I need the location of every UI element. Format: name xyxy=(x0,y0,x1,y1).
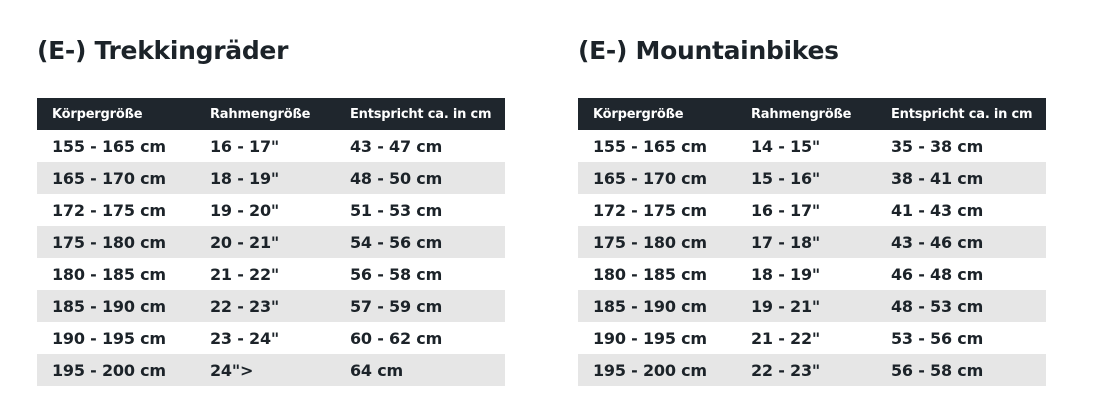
cell-frame-size: 18 - 19" xyxy=(751,264,821,284)
cell-body-height: 185 - 190 cm xyxy=(37,290,195,322)
cell-frame-size: 14 - 15" xyxy=(751,136,821,156)
header-frame-size: Rahmengröße xyxy=(736,98,876,130)
table-row xyxy=(578,258,1046,290)
cell-frame-size-cm: 51 - 53 cm xyxy=(350,200,443,220)
cell-body-height: 185 - 190 cm xyxy=(578,290,736,322)
cell-body-height: 165 - 170 cm xyxy=(37,162,195,194)
cell-body-height: 190 - 195 cm xyxy=(593,328,707,348)
mountainbike-title: (E-) Mountainbikes xyxy=(578,36,839,65)
table-row xyxy=(37,290,505,322)
cell-frame-size-cm: 54 - 56 cm xyxy=(335,226,505,258)
table-row xyxy=(37,162,505,194)
cell-body-height: 180 - 185 cm xyxy=(593,264,707,284)
table-row xyxy=(578,194,1046,226)
cell-body-height: 172 - 175 cm xyxy=(593,200,707,220)
cell-frame-size: 24"> xyxy=(195,354,335,386)
cell-body-height: 155 - 165 cm xyxy=(52,136,166,156)
mountainbike-size-table xyxy=(578,98,1046,386)
table-row xyxy=(37,354,505,386)
header-body-height: Körpergröße xyxy=(578,98,736,130)
cell-frame-size-cm: 48 - 50 cm xyxy=(335,162,505,194)
cell-body-height: 190 - 195 cm xyxy=(52,328,166,348)
cell-body-height: 195 - 200 cm xyxy=(578,354,736,386)
table-row xyxy=(37,258,505,290)
cell-frame-size: 19 - 20" xyxy=(210,200,280,220)
cell-body-height: 195 - 200 cm xyxy=(37,354,195,386)
trekking-size-table xyxy=(37,98,505,386)
cell-frame-size: 19 - 21" xyxy=(736,290,876,322)
cell-frame-size-cm: 46 - 48 cm xyxy=(891,264,984,284)
table-row xyxy=(578,162,1046,194)
cell-frame-size: 16 - 17" xyxy=(210,136,280,156)
cell-body-height: 155 - 165 cm xyxy=(593,136,707,156)
cell-frame-size: 22 - 23" xyxy=(736,354,876,386)
cell-frame-size-cm: 48 - 53 cm xyxy=(876,290,1046,322)
cell-frame-size: 15 - 16" xyxy=(736,162,876,194)
table-row xyxy=(578,226,1046,258)
cell-frame-size: 16 - 17" xyxy=(751,200,821,220)
cell-body-height: 175 - 180 cm xyxy=(578,226,736,258)
header-body-height: Körpergröße xyxy=(37,98,195,130)
table-row xyxy=(578,290,1046,322)
cell-frame-size-cm: 57 - 59 cm xyxy=(335,290,505,322)
cell-frame-size-cm: 64 cm xyxy=(335,354,505,386)
table-row xyxy=(37,322,505,354)
cell-frame-size-cm: 35 - 38 cm xyxy=(891,136,984,156)
cell-body-height: 175 - 180 cm xyxy=(37,226,195,258)
cell-frame-size-cm: 43 - 47 cm xyxy=(350,136,443,156)
cell-frame-size: 20 - 21" xyxy=(195,226,335,258)
cell-frame-size-cm: 53 - 56 cm xyxy=(891,328,984,348)
table-row xyxy=(578,354,1046,386)
table-row xyxy=(37,226,505,258)
cell-body-height: 172 - 175 cm xyxy=(52,200,166,220)
header-frame-size: Rahmengröße xyxy=(195,98,335,130)
cell-frame-size: 17 - 18" xyxy=(736,226,876,258)
table-row xyxy=(37,194,505,226)
cell-frame-size-cm: 41 - 43 cm xyxy=(891,200,984,220)
cell-frame-size: 18 - 19" xyxy=(195,162,335,194)
cell-frame-size-cm: 56 - 58 cm xyxy=(876,354,1046,386)
cell-frame-size: 23 - 24" xyxy=(210,328,280,348)
table-header-row xyxy=(37,98,505,130)
cell-frame-size-cm: 38 - 41 cm xyxy=(876,162,1046,194)
cell-frame-size: 22 - 23" xyxy=(195,290,335,322)
table-header-row xyxy=(578,98,1046,130)
table-row xyxy=(37,130,505,162)
cell-body-height: 165 - 170 cm xyxy=(578,162,736,194)
trekking-title: (E-) Trekkingräder xyxy=(37,36,289,65)
header-frame-size-cm: Entspricht ca. in cm xyxy=(335,98,505,130)
cell-frame-size: 21 - 22" xyxy=(751,328,821,348)
cell-frame-size-cm: 43 - 46 cm xyxy=(876,226,1046,258)
header-frame-size-cm: Entspricht ca. in cm xyxy=(876,98,1046,130)
cell-frame-size: 21 - 22" xyxy=(210,264,280,284)
table-row xyxy=(578,130,1046,162)
cell-frame-size-cm: 60 - 62 cm xyxy=(350,328,443,348)
cell-frame-size-cm: 56 - 58 cm xyxy=(350,264,443,284)
table-row xyxy=(578,322,1046,354)
cell-body-height: 180 - 185 cm xyxy=(52,264,166,284)
